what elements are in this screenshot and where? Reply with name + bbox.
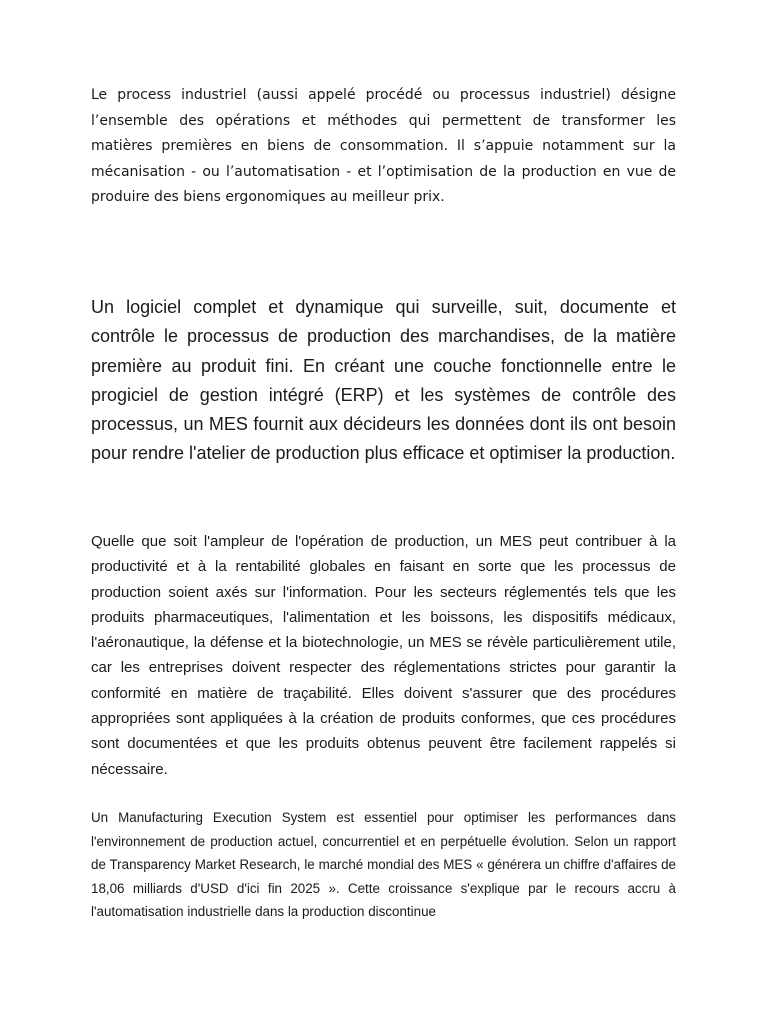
paragraph-logiciel-mes: Un logiciel complet et dynamique qui surveille, suit, documente et contrôle le processus de production des marchandises, de la matière première au produit fini. En créant une couche fonctionnelle entre le progiciel de gestion intégré (ERP) et les systèmes de contrôle des processus, un MES fournit aux décideurs les données dont ils ont besoin pour rendre l'atelier de production plus efficace et optimiser la production. [91,297,676,464]
paragraph-process-industriel: Le process industriel (aussi appelé procédé ou processus industriel) désigne l’ensemble des opérations et méthodes qui permettent de transformer les matières premières en biens de consommation. Il s’appuie notamment sur la mécanisation - ou l’automatisation - et l’optimisation de la production en vue de produire des biens ergonomiques au meilleur prix. [91,87,676,206]
paragraph-manufacturing-execution-system: Un Manufacturing Execution System est essentiel pour optimiser les performances dans l'environnement de production actuel, concurrentiel et en perpétuelle évolution. Selon un rapport de Transparency Market Research, le marché mondial des MES « générera un chiffre d'affaires de 18,06 milliards d'USD d'ici fin 2025 ». Cette croissance s'explique par le recours accru à l'automatisation industrielle dans la production discontinue [91,810,676,920]
paragraph-ampleur-production: Quelle que soit l'ampleur de l'opération de production, un MES peut contribuer à la productivité et à la rentabilité globales en faisant en sorte que les processus de production soient axés sur l'information. Pour les secteurs réglementés tels que les produits pharmaceutiques, l'alimentation et les boissons, les dispositifs médicaux, l'aéronautique, la défense et la biotechnologie, un MES se révèle particulièrement utile, car les entreprises doivent respecter des réglementations strictes pour garantir la conformité en matière de traçabilité. Elles doivent s'assurer que des procédures appropriées sont appliquées à la création de produits conformes, que ces procédures sont documentées et que les produits obtenus peuvent être facilement rappelés si nécessaire. [91,533,676,778]
